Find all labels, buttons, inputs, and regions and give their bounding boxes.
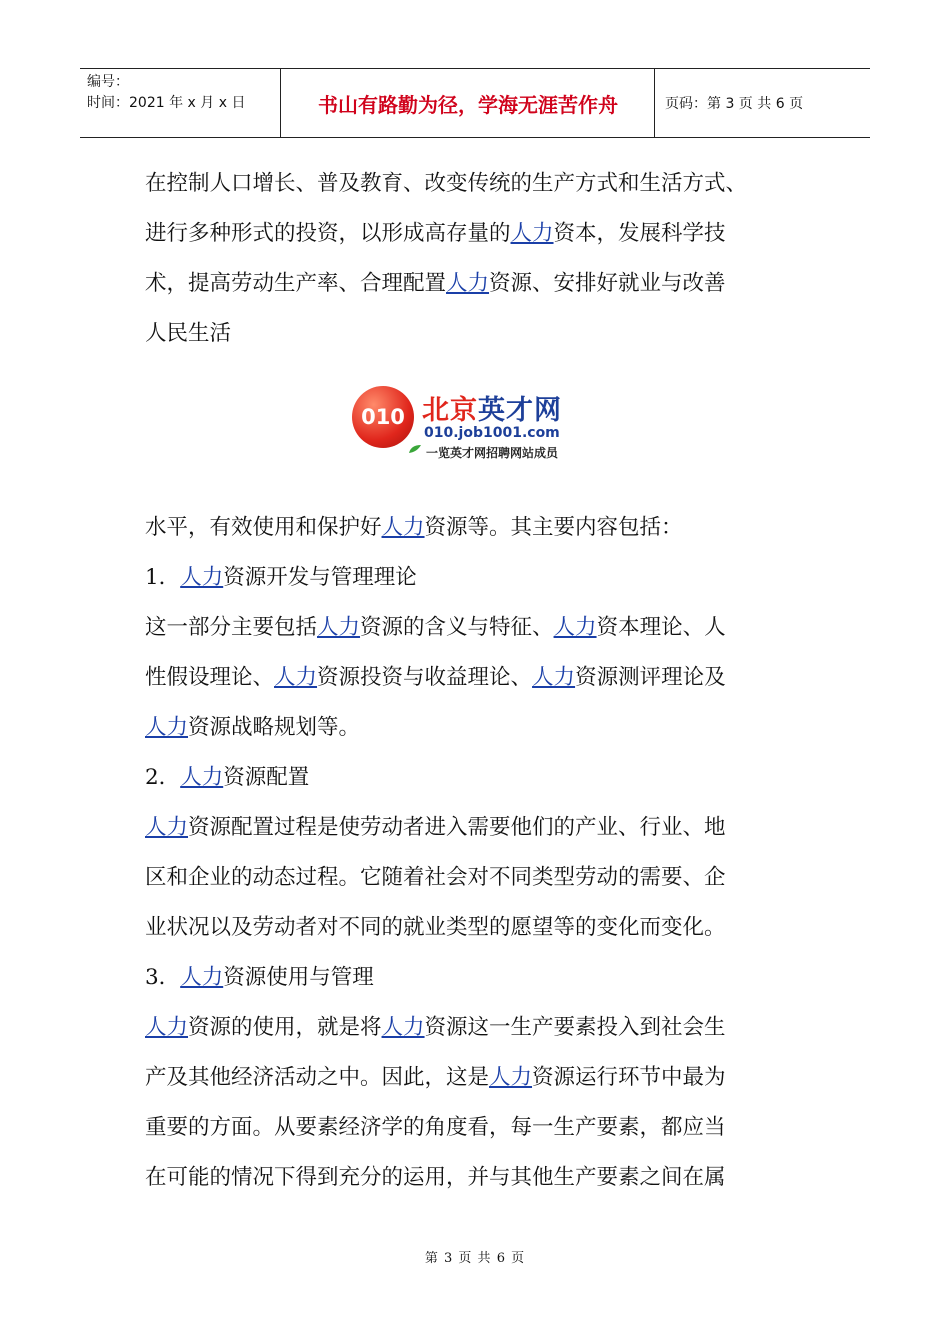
text-segment: 资源的使用，就是将 bbox=[188, 1015, 382, 1040]
text-segment: 重要的方面。从要素经济学的角度看，每一生产要素，都应当 bbox=[145, 1115, 726, 1140]
text-segment: 这一部分主要包括 bbox=[145, 615, 318, 640]
time-label: 时间：2021 年 x 月 x 日 bbox=[87, 95, 246, 111]
logo-tagline: 一览英才网招聘网站成员 bbox=[426, 446, 559, 460]
text-segment: 资源开发与管理理论 bbox=[223, 565, 417, 590]
text-line bbox=[145, 903, 805, 953]
text-line bbox=[145, 1103, 805, 1153]
keyword-link[interactable]: 人力 bbox=[180, 565, 224, 590]
text-segment: 术，提高劳动生产率、合理配置 bbox=[145, 271, 447, 296]
text-segment: 资源的含义与特征、 bbox=[360, 615, 554, 640]
logo-brand-suffix: 英才网 bbox=[478, 395, 562, 426]
logo-url: 010.job1001.com bbox=[424, 425, 560, 441]
text-line bbox=[145, 703, 805, 753]
text-segment: 资源投资与收益理论、 bbox=[317, 665, 533, 690]
text-segment: 2． bbox=[145, 765, 181, 790]
text-segment: 3． bbox=[145, 965, 181, 990]
text-segment: 资源、安排好就业与改善 bbox=[489, 271, 726, 296]
text-line bbox=[145, 653, 805, 703]
keyword-link[interactable]: 人力 bbox=[489, 1065, 533, 1090]
text-segment: 1． bbox=[145, 565, 181, 590]
text-line bbox=[145, 503, 805, 553]
text-line bbox=[145, 1153, 805, 1203]
text-line bbox=[145, 1053, 805, 1103]
header-page-info: 页码：第 3 页 共 6 页 bbox=[665, 96, 804, 112]
text-line bbox=[145, 159, 805, 209]
text-segment: 资源等。其主要内容包括： bbox=[424, 515, 683, 540]
text-segment: 产及其他经济活动之中。因此，这是 bbox=[145, 1065, 490, 1090]
logo-brand bbox=[422, 388, 562, 427]
keyword-link[interactable]: 人力 bbox=[180, 965, 224, 990]
text-segment: 性假设理论、 bbox=[145, 665, 275, 690]
text-line bbox=[145, 953, 805, 1003]
text-line bbox=[145, 803, 805, 853]
text-line bbox=[145, 853, 805, 903]
keyword-link[interactable]: 人力 bbox=[381, 1015, 425, 1040]
text-line bbox=[145, 209, 805, 259]
keyword-link[interactable]: 人力 bbox=[180, 765, 224, 790]
text-segment: 资源配置过程是使劳动者进入需要他们的产业、行业、地 bbox=[188, 815, 726, 840]
main-content bbox=[145, 503, 805, 1203]
header-motto: 书山有路勤为径，学海无涯苦作舟 bbox=[282, 69, 655, 137]
text-segment: 在可能的情况下得到充分的运用，并与其他生产要素之间在属 bbox=[145, 1165, 726, 1190]
logo-circle-icon: 010 bbox=[352, 386, 414, 448]
beijing-yingcai-logo bbox=[352, 378, 612, 468]
text-line bbox=[145, 603, 805, 653]
text-segment: 资源配置 bbox=[223, 765, 310, 790]
text-segment: 水平，有效使用和保护好 bbox=[145, 515, 382, 540]
text-segment: 资源运行环节中最为 bbox=[532, 1065, 726, 1090]
text-segment: 业状况以及劳动者对不同的就业类型的愿望等的变化而变化。 bbox=[145, 915, 726, 940]
intro-paragraph bbox=[145, 159, 805, 359]
keyword-link[interactable]: 人力 bbox=[446, 271, 490, 296]
leaf-icon bbox=[408, 444, 422, 454]
keyword-link[interactable]: 人力 bbox=[317, 615, 361, 640]
text-segment: 资源使用与管理 bbox=[223, 965, 374, 990]
text-segment: 在控制人口增长、普及教育、改变传统的生产方式和生活方式、 bbox=[145, 171, 748, 196]
text-segment: 资本，发展科学技 bbox=[553, 221, 726, 246]
text-segment: 人民生活 bbox=[145, 321, 232, 346]
document-header bbox=[80, 68, 870, 138]
text-line bbox=[145, 753, 805, 803]
page-footer: 第 3 页 共 6 页 bbox=[424, 1251, 526, 1266]
text-segment: 资源测评理论及 bbox=[575, 665, 726, 690]
text-segment: 进行多种形式的投资，以形成高存量的 bbox=[145, 221, 511, 246]
keyword-link[interactable]: 人力 bbox=[145, 1015, 189, 1040]
text-segment: 资源这一生产要素投入到社会生 bbox=[424, 1015, 726, 1040]
logo-brand-prefix: 北京 bbox=[422, 395, 478, 426]
keyword-link[interactable]: 人力 bbox=[145, 715, 189, 740]
text-line bbox=[145, 1003, 805, 1053]
text-segment: 资本理论、人 bbox=[596, 615, 726, 640]
keyword-link[interactable]: 人力 bbox=[553, 615, 597, 640]
text-line bbox=[145, 259, 805, 309]
text-line bbox=[145, 553, 805, 603]
text-segment: 区和企业的动态过程。它随着社会对不同类型劳动的需要、企 bbox=[145, 865, 726, 890]
keyword-link[interactable]: 人力 bbox=[274, 665, 318, 690]
number-label: 编号： bbox=[87, 74, 129, 90]
keyword-link[interactable]: 人力 bbox=[381, 515, 425, 540]
text-segment: 资源战略规划等。 bbox=[188, 715, 361, 740]
keyword-link[interactable]: 人力 bbox=[532, 665, 576, 690]
keyword-link[interactable]: 人力 bbox=[145, 815, 189, 840]
text-line bbox=[145, 309, 805, 359]
header-meta-cell bbox=[80, 69, 281, 137]
keyword-link[interactable]: 人力 bbox=[510, 221, 554, 246]
